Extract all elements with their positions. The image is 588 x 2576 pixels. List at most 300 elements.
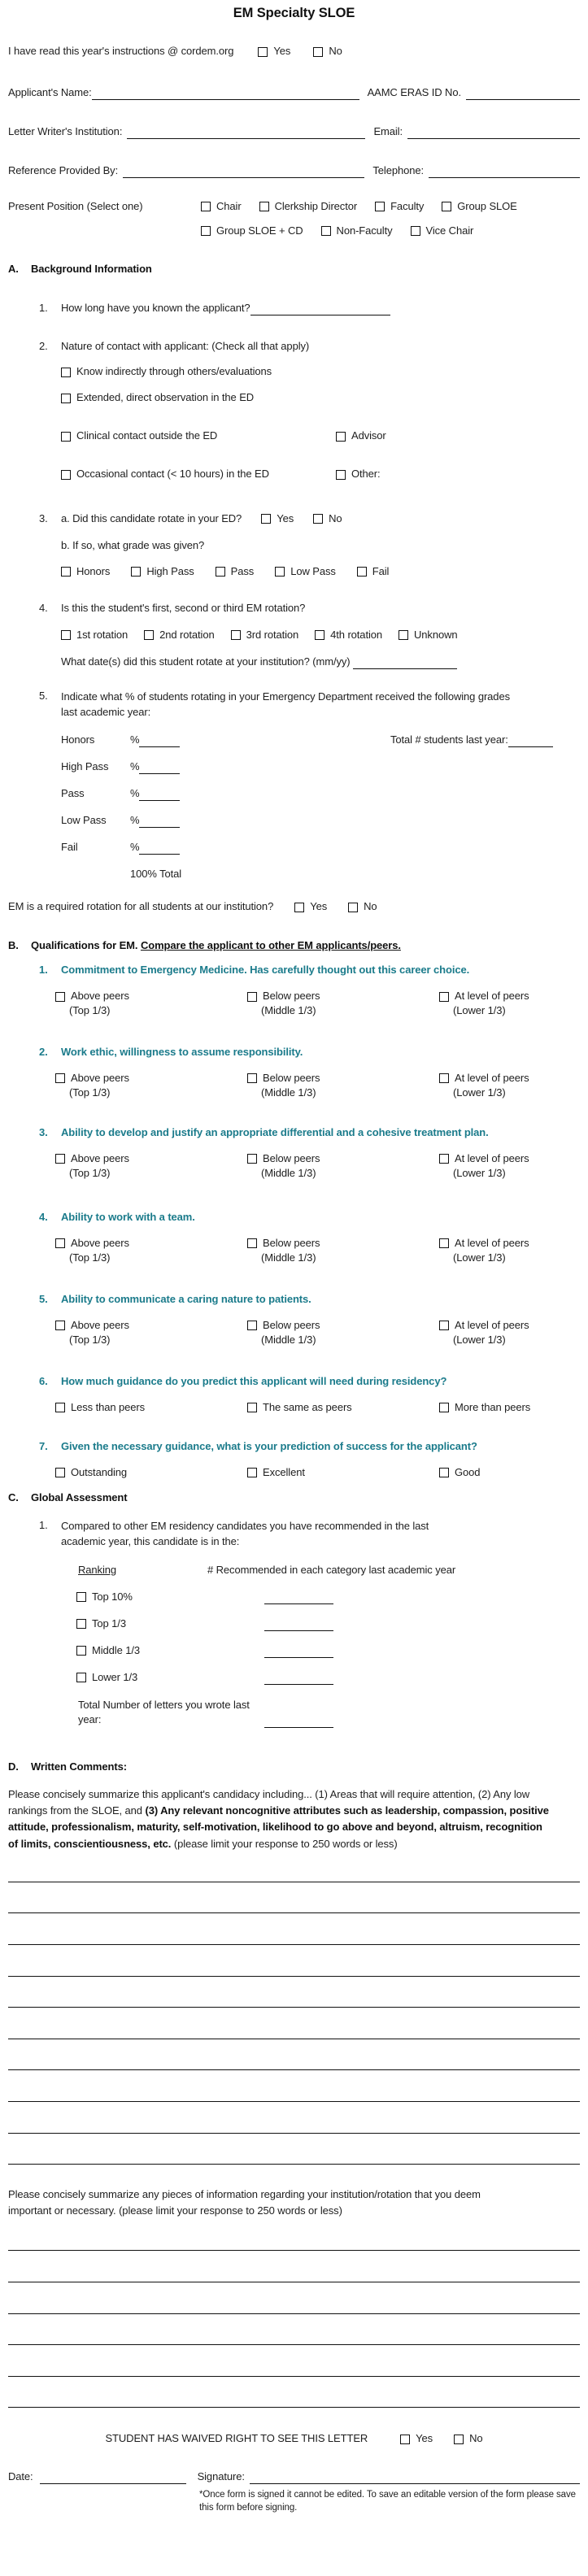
contact-option-row4 bbox=[61, 455, 580, 481]
question-a4-label: Is this the student's first, second or third EM rotation? bbox=[61, 601, 306, 614]
b6-less-than-peers-checkbox[interactable] bbox=[55, 1403, 65, 1412]
b2-below-peers-option[interactable]: Below peers (Middle 1/3) bbox=[247, 1072, 439, 1100]
email-field[interactable] bbox=[407, 127, 580, 139]
position-option-clerkship-director[interactable] bbox=[259, 200, 358, 214]
rotation-date-label: What date(s) did this student rotate at your institution? (mm/yy) bbox=[61, 655, 351, 668]
recommended-column-header: # Recommended in each category last academic year bbox=[207, 1564, 456, 1577]
b1-below-peers-checkbox[interactable] bbox=[247, 992, 257, 1002]
lower-third-option[interactable] bbox=[76, 1671, 264, 1685]
b4-below-peers-option[interactable]: Below peers (Middle 1/3) bbox=[247, 1237, 439, 1265]
em-required-yes-label: Yes bbox=[310, 900, 328, 913]
grade-row-high-pass bbox=[61, 760, 580, 774]
question-a1-number: 1. bbox=[39, 301, 48, 314]
total-letters-field[interactable] bbox=[264, 1716, 333, 1728]
rotation-2nd-option[interactable] bbox=[144, 629, 214, 642]
faculty-checkbox[interactable] bbox=[375, 202, 385, 211]
waiver-yes-checkbox[interactable] bbox=[400, 2435, 410, 2444]
middle-third-label: (Middle 1/3) bbox=[261, 1003, 316, 1016]
rotate-yes-label: Yes bbox=[277, 512, 294, 525]
question-a3-body bbox=[61, 512, 580, 579]
lower-third-count-field[interactable] bbox=[264, 1673, 333, 1685]
institution-field[interactable] bbox=[127, 127, 365, 139]
non-faculty-checkbox[interactable] bbox=[321, 226, 331, 236]
question-b5-label: Ability to communicate a caring nature to patients. bbox=[61, 1293, 311, 1306]
em-required-no-label: No bbox=[364, 900, 377, 913]
b3-below-peers-option[interactable]: Below peers (Middle 1/3) bbox=[247, 1152, 439, 1181]
section-b-title bbox=[31, 939, 401, 953]
rotation-unknown-checkbox[interactable] bbox=[399, 630, 408, 640]
instructions-no-checkbox[interactable] bbox=[313, 47, 323, 57]
comments-area-2[interactable] bbox=[8, 2250, 580, 2408]
waiver-no-option[interactable] bbox=[454, 2432, 482, 2446]
writing-line[interactable] bbox=[8, 2344, 580, 2345]
section-b-title-plain: Qualifications for EM. bbox=[31, 939, 141, 952]
question-b2 bbox=[8, 1046, 580, 1060]
pass-label: Pass bbox=[230, 564, 255, 577]
middle-third-checkbox[interactable] bbox=[76, 1646, 86, 1656]
contact-option-extended[interactable] bbox=[61, 391, 580, 405]
applicant-name-field[interactable] bbox=[92, 88, 359, 100]
position-option-faculty[interactable] bbox=[375, 200, 424, 214]
written-comments-prompt-2: Please concisely summarize any pieces of information regarding your institution/rotation that you deem important or necessary. (please limit your response to 250 words or less) bbox=[8, 2188, 481, 2217]
section-a-letter: A. bbox=[8, 262, 19, 275]
question-a3 bbox=[8, 512, 580, 579]
lower-third-row-label: Lower 1/3 bbox=[92, 1670, 138, 1683]
position-option-group-sloe[interactable] bbox=[442, 200, 516, 214]
applicant-row bbox=[8, 86, 580, 100]
position-options-row1 bbox=[201, 200, 517, 214]
written-comments-prompt-1 bbox=[8, 1786, 549, 1852]
rotate-yes-option[interactable] bbox=[261, 512, 294, 526]
rotation-4th-checkbox[interactable] bbox=[315, 630, 324, 640]
instructions-yes-option[interactable] bbox=[258, 45, 290, 59]
rotation-3rd-option[interactable] bbox=[231, 629, 299, 642]
question-a5 bbox=[8, 690, 580, 881]
waiver-label: STUDENT HAS WAIVED RIGHT TO SEE THIS LETTER bbox=[105, 2432, 368, 2445]
b4-above-peers-checkbox[interactable] bbox=[55, 1238, 65, 1248]
question-b5 bbox=[8, 1293, 580, 1307]
signature-row bbox=[8, 2470, 580, 2484]
b1-at-level-checkbox[interactable] bbox=[439, 992, 449, 1002]
instructions-read-label: I have read this year's instructions @ cordem.org bbox=[8, 45, 234, 58]
prompt-1-normal-text: Please concisely summarize this applicant's candidacy including... (1) Areas that will require attention, (2) Any low rankings from the SLOE, and bbox=[8, 1788, 530, 1817]
less-than-peers-label: Less than peers bbox=[71, 1400, 146, 1413]
total-students-row bbox=[390, 733, 553, 747]
pass-checkbox[interactable] bbox=[216, 567, 225, 577]
extended-label: Extended, direct observation in the ED bbox=[76, 391, 255, 404]
b3-at-level-checkbox[interactable] bbox=[439, 1154, 449, 1164]
group-sloe-checkbox[interactable] bbox=[442, 202, 451, 211]
ranking-row-lower-third bbox=[8, 1671, 580, 1685]
instructions-read-row bbox=[8, 45, 580, 59]
question-b6-label: How much guidance do you predict this applicant will need during residency? bbox=[61, 1375, 447, 1388]
grade-high-pass-option[interactable] bbox=[131, 565, 194, 579]
same-as-peers-label: The same as peers bbox=[263, 1400, 352, 1413]
question-b4-options bbox=[55, 1237, 580, 1265]
low-pass-percent-field[interactable] bbox=[139, 816, 180, 828]
question-a4 bbox=[8, 602, 580, 670]
question-b5-options bbox=[55, 1319, 580, 1347]
instructions-no-label: No bbox=[329, 45, 342, 58]
em-required-yes-checkbox[interactable] bbox=[294, 903, 304, 912]
faculty-label: Faculty bbox=[390, 200, 425, 212]
b7-outstanding-checkbox[interactable] bbox=[55, 1468, 65, 1477]
institution-row bbox=[8, 125, 580, 139]
b6-more-than-peers-checkbox[interactable] bbox=[439, 1403, 449, 1412]
section-a-title: Background Information bbox=[31, 262, 152, 275]
section-c-heading bbox=[8, 1491, 580, 1505]
question-a1-body bbox=[61, 302, 580, 315]
section-b-letter: B. bbox=[8, 939, 19, 952]
reference-row bbox=[8, 164, 580, 178]
writing-line[interactable] bbox=[8, 2313, 580, 2314]
page-title: EM Specialty SLOE bbox=[233, 6, 355, 20]
lower-third-label: (Lower 1/3) bbox=[453, 1003, 506, 1016]
at-level-peers-label: At level of peers bbox=[455, 990, 529, 1003]
applicant-name-label: Applicant's Name: bbox=[8, 86, 92, 99]
question-b7-label: Given the necessary guidance, what is your prediction of success for the applicant? bbox=[61, 1439, 477, 1452]
rotate-no-checkbox[interactable] bbox=[313, 514, 323, 524]
grade-given-options bbox=[61, 565, 580, 579]
b3-below-peers-checkbox[interactable] bbox=[247, 1154, 257, 1164]
question-c1-label: Compared to other EM residency candidates you have recommended in the last academic year, this candidate is in the: bbox=[61, 1520, 429, 1548]
grade-percent-table bbox=[61, 733, 580, 881]
waiver-row bbox=[8, 2432, 580, 2446]
section-c-letter: C. bbox=[8, 1490, 19, 1503]
b5-below-peers-checkbox[interactable] bbox=[247, 1321, 257, 1330]
section-b-title-underlined: Compare the applicant to other EM applicants/peers. bbox=[140, 939, 401, 952]
low-pass-checkbox[interactable] bbox=[275, 567, 285, 577]
b1-above-peers-option[interactable] bbox=[55, 990, 247, 1018]
clerkship-director-checkbox[interactable] bbox=[259, 202, 269, 211]
rotation-1st-checkbox[interactable] bbox=[61, 630, 71, 640]
grade-low-pass-option[interactable] bbox=[275, 565, 336, 579]
question-b5-number: 5. bbox=[39, 1293, 48, 1306]
top-third-count-field[interactable] bbox=[264, 1619, 333, 1631]
good-label: Good bbox=[455, 1465, 481, 1478]
b3-above-peers-option[interactable]: Above peers (Top 1/3) bbox=[55, 1152, 247, 1181]
position-option-group-sloe-cd[interactable] bbox=[201, 224, 303, 238]
section-d-letter: D. bbox=[8, 1760, 19, 1773]
lower-third-checkbox[interactable] bbox=[76, 1673, 86, 1682]
total-letters-label: Total Number of letters you wrote last year: bbox=[78, 1698, 250, 1726]
group-sloe-label: Group SLOE bbox=[457, 200, 517, 212]
question-a1 bbox=[8, 302, 580, 315]
writing-line[interactable] bbox=[8, 2376, 580, 2377]
writing-line[interactable] bbox=[8, 2069, 580, 2070]
indirect-checkbox[interactable] bbox=[61, 368, 71, 377]
top-third-checkbox[interactable] bbox=[76, 1619, 86, 1629]
honors-percent-field[interactable] bbox=[139, 735, 180, 747]
question-b4-label: Ability to work with a team. bbox=[61, 1211, 195, 1224]
grade-row-pass bbox=[61, 787, 580, 801]
question-b2-label: Work ethic, willingness to assume responsibility. bbox=[61, 1046, 303, 1059]
total-letters-row bbox=[8, 1698, 580, 1729]
pass-percent-field[interactable] bbox=[139, 789, 180, 801]
position-option-chair[interactable] bbox=[201, 200, 242, 214]
position-options-row2 bbox=[201, 224, 517, 238]
ranking-row-top-third bbox=[8, 1617, 580, 1631]
writing-line[interactable] bbox=[8, 2007, 580, 2008]
b5-above-peers-checkbox[interactable] bbox=[55, 1321, 65, 1330]
comments-area-1[interactable] bbox=[8, 1882, 580, 2165]
clerkship-director-label: Clerkship Director bbox=[274, 200, 358, 212]
reference-field[interactable] bbox=[123, 166, 364, 178]
b3-at-level-option[interactable]: At level of peers (Lower 1/3) bbox=[439, 1152, 529, 1181]
question-a2-number: 2. bbox=[39, 339, 48, 352]
em-required-label: EM is a required rotation for all students at our institution? bbox=[8, 900, 274, 913]
group-sloe-cd-checkbox[interactable] bbox=[201, 226, 211, 236]
writing-line[interactable] bbox=[8, 2164, 580, 2165]
group-sloe-cd-label: Group SLOE + CD bbox=[216, 224, 303, 237]
present-position-label: Present Position (Select one) bbox=[8, 200, 143, 212]
contact-option-clinical[interactable] bbox=[61, 429, 330, 443]
question-a5-body bbox=[61, 690, 580, 881]
rotation-4th-label: 4th rotation bbox=[330, 628, 383, 641]
position-option-non-faculty[interactable] bbox=[321, 224, 393, 238]
question-b6-options bbox=[55, 1401, 580, 1415]
high-pass-row-label: High Pass bbox=[61, 759, 109, 772]
b6-more-than-peers-option[interactable] bbox=[439, 1401, 530, 1415]
clinical-label: Clinical contact outside the ED bbox=[76, 429, 218, 442]
rotation-unknown-option[interactable] bbox=[399, 629, 458, 642]
question-a2-body bbox=[61, 340, 580, 481]
b2-above-peers-checkbox[interactable] bbox=[55, 1073, 65, 1083]
fail-checkbox[interactable] bbox=[357, 567, 367, 577]
contact-option-indirect[interactable] bbox=[61, 365, 580, 379]
known-applicant-field[interactable] bbox=[250, 303, 390, 315]
ranking-header-row bbox=[8, 1564, 580, 1577]
b2-at-level-option[interactable]: At level of peers (Lower 1/3) bbox=[439, 1072, 529, 1100]
question-a3b-label: b. If so, what grade was given? bbox=[61, 538, 205, 551]
b7-excellent-option[interactable] bbox=[247, 1466, 439, 1480]
b5-above-peers-option[interactable]: Above peers (Top 1/3) bbox=[55, 1319, 247, 1347]
b2-at-level-checkbox[interactable] bbox=[439, 1073, 449, 1083]
writing-line[interactable] bbox=[8, 2250, 580, 2251]
writing-line[interactable] bbox=[8, 1976, 580, 1977]
question-b2-number: 2. bbox=[39, 1046, 48, 1059]
hundred-percent-total-label: 100% Total bbox=[130, 867, 182, 880]
b2-above-peers-option[interactable]: Above peers (Top 1/3) bbox=[55, 1072, 247, 1100]
signature-field[interactable] bbox=[250, 2472, 580, 2484]
date-field[interactable] bbox=[40, 2472, 186, 2484]
middle-third-row-label: Middle 1/3 bbox=[92, 1643, 140, 1656]
rotation-1st-option[interactable] bbox=[61, 629, 128, 642]
top-third-row-label: Top 1/3 bbox=[92, 1617, 126, 1630]
excellent-label: Excellent bbox=[263, 1465, 305, 1478]
b3-above-peers-checkbox[interactable] bbox=[55, 1154, 65, 1164]
em-required-no-option[interactable] bbox=[348, 900, 377, 914]
em-required-yes-option[interactable] bbox=[294, 900, 327, 914]
grade-honors-option[interactable] bbox=[61, 565, 110, 579]
low-pass-label: Low Pass bbox=[290, 564, 336, 577]
low-pass-row-label: Low Pass bbox=[61, 813, 107, 826]
top-10-checkbox[interactable] bbox=[76, 1592, 86, 1602]
high-pass-checkbox[interactable] bbox=[131, 567, 141, 577]
vice-chair-label: Vice Chair bbox=[425, 224, 474, 237]
section-d-title: Written Comments: bbox=[31, 1760, 127, 1773]
b4-below-peers-checkbox[interactable] bbox=[247, 1238, 257, 1248]
rotate-no-option[interactable] bbox=[313, 512, 342, 526]
top-third-label: (Top 1/3) bbox=[69, 1003, 111, 1016]
present-position-block bbox=[8, 200, 580, 238]
grade-pass-option[interactable] bbox=[216, 565, 255, 579]
occasional-checkbox[interactable] bbox=[61, 470, 71, 480]
rotation-number-options bbox=[61, 629, 580, 642]
total-students-label: Total # students last year: bbox=[390, 733, 508, 746]
date-label: Date: bbox=[8, 2470, 33, 2483]
waiver-yes-option[interactable] bbox=[400, 2432, 433, 2446]
writing-line[interactable] bbox=[8, 2407, 580, 2408]
writing-line[interactable] bbox=[8, 1944, 580, 1945]
rotation-unknown-label: Unknown bbox=[414, 628, 458, 641]
instructions-no-option[interactable] bbox=[313, 45, 342, 59]
rotate-no-label: No bbox=[329, 512, 342, 525]
b1-above-peers-checkbox[interactable] bbox=[55, 992, 65, 1002]
telephone-label: Telephone: bbox=[372, 164, 424, 177]
institution-label: Letter Writer's Institution: bbox=[8, 125, 123, 138]
b7-outstanding-option[interactable] bbox=[55, 1466, 247, 1480]
middle-third-count-field[interactable] bbox=[264, 1646, 333, 1658]
ranking-column-header: Ranking bbox=[78, 1564, 116, 1577]
grade-row-low-pass bbox=[61, 814, 580, 828]
question-b6-number: 6. bbox=[39, 1375, 48, 1388]
rotation-2nd-checkbox[interactable] bbox=[144, 630, 154, 640]
section-c-title: Global Assessment bbox=[31, 1490, 128, 1503]
indirect-label: Know indirectly through others/evaluations bbox=[76, 365, 272, 378]
position-option-vice-chair[interactable] bbox=[411, 224, 474, 238]
non-faculty-label: Non-Faculty bbox=[336, 224, 393, 237]
question-b1 bbox=[8, 964, 580, 977]
question-a5-number: 5. bbox=[39, 690, 48, 703]
more-than-peers-label: More than peers bbox=[455, 1400, 531, 1413]
ranking-row-top10 bbox=[8, 1590, 580, 1604]
above-peers-label: Above peers bbox=[71, 990, 129, 1003]
clinical-checkbox[interactable] bbox=[61, 432, 71, 442]
question-b3-number: 3. bbox=[39, 1126, 48, 1139]
question-b4 bbox=[8, 1211, 580, 1225]
writing-line[interactable] bbox=[8, 1912, 580, 1913]
rotation-3rd-checkbox[interactable] bbox=[231, 630, 241, 640]
reference-label: Reference Provided By: bbox=[8, 164, 119, 177]
question-b1-options bbox=[55, 990, 580, 1018]
prompt-1-tail-text: (please limit your response to 250 words or less) bbox=[171, 1837, 398, 1850]
ranking-row-middle-third bbox=[8, 1644, 580, 1658]
high-pass-percent-field[interactable] bbox=[139, 762, 180, 774]
b5-below-peers-option[interactable]: Below peers (Middle 1/3) bbox=[247, 1319, 439, 1347]
advisor-label: Advisor bbox=[351, 429, 386, 442]
total-students-field[interactable] bbox=[508, 735, 553, 747]
instructions-yes-checkbox[interactable] bbox=[258, 47, 268, 57]
percent-sign: % bbox=[130, 759, 140, 772]
em-required-no-checkbox[interactable] bbox=[348, 903, 358, 912]
b7-good-option[interactable] bbox=[439, 1466, 480, 1480]
question-b3-options bbox=[55, 1152, 580, 1181]
b5-at-level-option[interactable]: At level of peers (Lower 1/3) bbox=[439, 1319, 529, 1347]
question-b3 bbox=[8, 1126, 580, 1140]
section-b-heading bbox=[8, 939, 580, 953]
b6-same-as-peers-checkbox[interactable] bbox=[247, 1403, 257, 1412]
writing-line[interactable] bbox=[8, 2133, 580, 2134]
chair-label: Chair bbox=[216, 200, 242, 212]
vice-chair-checkbox[interactable] bbox=[411, 226, 420, 236]
top-third-option[interactable] bbox=[76, 1617, 264, 1631]
other-checkbox[interactable] bbox=[336, 470, 346, 480]
question-b7-options bbox=[55, 1466, 580, 1480]
question-b6 bbox=[8, 1375, 580, 1389]
rotation-2nd-label: 2nd rotation bbox=[159, 628, 215, 641]
advisor-checkbox[interactable] bbox=[336, 432, 346, 442]
contact-option-advisor[interactable] bbox=[336, 429, 386, 443]
top-10-count-field[interactable] bbox=[264, 1592, 333, 1604]
email-label: Email: bbox=[373, 125, 403, 138]
section-d-heading bbox=[8, 1760, 580, 1774]
percent-sign: % bbox=[130, 813, 140, 826]
middle-third-option[interactable] bbox=[76, 1644, 264, 1658]
fail-percent-field[interactable] bbox=[139, 842, 180, 855]
top-10-option[interactable] bbox=[76, 1590, 264, 1604]
extended-checkbox[interactable] bbox=[61, 394, 71, 403]
rotation-3rd-label: 3rd rotation bbox=[246, 628, 299, 641]
honors-checkbox[interactable] bbox=[61, 567, 71, 577]
question-a2 bbox=[8, 340, 580, 481]
b7-good-checkbox[interactable] bbox=[439, 1468, 449, 1477]
b5-at-level-checkbox[interactable] bbox=[439, 1321, 449, 1330]
below-peers-label: Below peers bbox=[263, 990, 320, 1003]
b2-below-peers-checkbox[interactable] bbox=[247, 1073, 257, 1083]
rotation-date-row bbox=[61, 655, 580, 669]
occasional-label: Occasional contact (< 10 hours) in the ED bbox=[76, 468, 269, 481]
question-a3a-row bbox=[61, 512, 580, 526]
present-position-options bbox=[201, 200, 517, 238]
b6-same-as-peers-option[interactable] bbox=[247, 1401, 439, 1415]
waiver-no-checkbox[interactable] bbox=[454, 2435, 464, 2444]
rotate-yes-checkbox[interactable] bbox=[261, 514, 271, 524]
telephone-field[interactable] bbox=[429, 166, 580, 178]
b4-above-peers-option[interactable]: Above peers (Top 1/3) bbox=[55, 1237, 247, 1265]
waiver-no-label: No bbox=[469, 2432, 483, 2445]
question-a5-label: Indicate what % of students rotating in your Emergency Department received the following grades last academic year: bbox=[61, 690, 510, 719]
question-a4-body bbox=[61, 602, 580, 670]
question-a3a-label: a. Did this candidate rotate in your ED? bbox=[61, 512, 242, 525]
b4-at-level-checkbox[interactable] bbox=[439, 1238, 449, 1248]
b7-excellent-checkbox[interactable] bbox=[247, 1468, 257, 1477]
grade-fail-option[interactable] bbox=[357, 565, 390, 579]
question-b3-label: Ability to develop and justify an appropriate differential and a cohesive treatment plan. bbox=[61, 1126, 489, 1139]
question-b7 bbox=[8, 1440, 580, 1454]
b6-less-than-peers-option[interactable] bbox=[55, 1401, 247, 1415]
chair-checkbox[interactable] bbox=[201, 202, 211, 211]
b1-below-peers-option[interactable] bbox=[247, 990, 439, 1018]
question-b7-number: 7. bbox=[39, 1439, 48, 1452]
question-c1-number: 1. bbox=[39, 1519, 48, 1532]
contact-option-occasional[interactable] bbox=[61, 468, 330, 481]
high-pass-label: High Pass bbox=[146, 564, 194, 577]
rotation-date-field[interactable] bbox=[353, 657, 457, 669]
question-b1-label: Commitment to Emergency Medicine. Has carefully thought out this career choice. bbox=[61, 964, 470, 977]
question-a3-number: 3. bbox=[39, 512, 48, 525]
signature-footnote: *Once form is signed it cannot be edited. To save an editable version of the form please save this form before signing. bbox=[199, 2490, 576, 2513]
b4-at-level-option[interactable]: At level of peers (Lower 1/3) bbox=[439, 1237, 529, 1265]
honors-label: Honors bbox=[76, 564, 111, 577]
rotation-4th-option[interactable] bbox=[315, 629, 382, 642]
b1-at-level-option[interactable] bbox=[439, 990, 529, 1018]
writing-line[interactable] bbox=[8, 2101, 580, 2102]
rotation-1st-label: 1st rotation bbox=[76, 628, 128, 641]
aamc-id-field[interactable] bbox=[466, 88, 580, 100]
question-a4-number: 4. bbox=[39, 601, 48, 614]
contact-option-other[interactable] bbox=[336, 468, 381, 481]
